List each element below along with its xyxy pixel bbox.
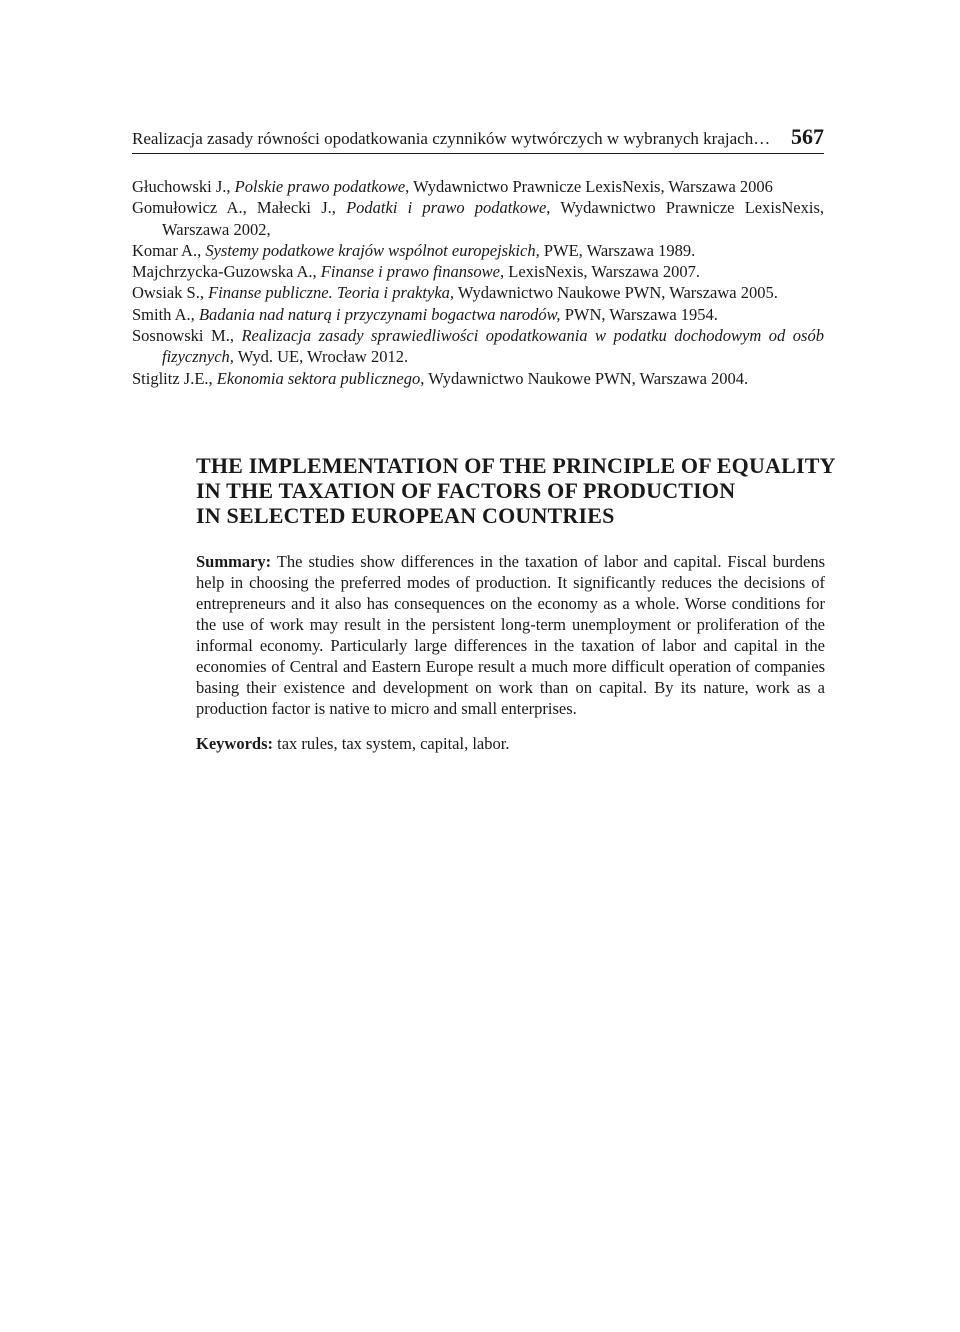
running-title: Realizacja zasady równości opodatkowania czynników wytwórczych w wybranych krajach… [132,129,771,148]
reference-details: , Wydawnictwo Prawnicze LexisNexis, Warszawa 2002, [162,198,824,239]
reference-author: Majchrzycka-Guzowska A., [132,262,321,282]
reference-title: Realizacja zasady sprawiedliwości opodatkowania w podatku dochodowym od osób fizycznych, [162,326,824,367]
reference-details: Wyd. UE, Wrocław 2012. [233,347,409,367]
english-summary [196,453,836,754]
reference-title: Systemy podatkowe krajów wspólnot europejskich, [205,240,540,260]
reference-item [132,261,824,282]
summary-label: Summary: [196,552,272,571]
keywords-paragraph [196,733,825,754]
keywords-label: Keywords: [196,734,273,753]
paper-title [196,453,836,528]
reference-title: Finanse publiczne. Teoria i praktyka, [208,283,455,303]
paper-title-line: IN SELECTED EUROPEAN COUNTRIES [196,503,615,528]
reference-author: Stiglitz J.E., [132,368,217,388]
reference-item [132,197,824,240]
reference-details: PWN, Warszawa 1954. [560,304,718,324]
reference-item [132,176,824,197]
reference-details: PWE, Warszawa 1989. [539,240,696,260]
reference-author: Sosnowski M., [132,326,242,346]
summary-paragraph [196,551,825,719]
reference-item [132,325,824,368]
reference-title: Polskie prawo podatkowe [234,177,406,196]
reference-item [132,282,824,303]
reference-details: , Wydawnictwo Naukowe PWN, Warszawa 2004. [420,368,749,388]
reference-title: Podatki i prawo podatkowe [346,198,547,218]
reference-details: , Wydawnictwo Prawnicze LexisNexis, Warszawa 2006 [405,177,773,196]
reference-details: Wydawnictwo Naukowe PWN, Warszawa 2005. [454,283,778,303]
reference-title: Finanse i prawo finansowe, [320,262,505,282]
keywords-text: tax rules, tax system, capital, labor. [277,734,510,753]
summary-text: The studies show differences in the taxation of labor and capital. Fiscal burdens help in choosing the preferred modes of production. It significantly reduces the decisions of entrepreneurs and it also has consequences on the economy as a whole. Worse conditions for the use of work may result in the persistent long-term unemployment or proliferation of the informal economy. Particularly large differences in the taxation of labor and capital in the economies of Central and Eastern Europe result a much more difficult operation of companies basing their existence and development on work than on capital. By its nature, work as a production factor is native to micro and small enterprises. [196,552,826,718]
reference-item [132,368,824,389]
reference-author: Głuchowski J., [132,177,235,196]
reference-author: Komar A., [132,240,206,260]
references-list [132,176,824,389]
reference-title: Badania nad naturą i przyczynami bogactwa narodów, [198,304,561,324]
paper-title-line: THE IMPLEMENTATION OF THE PRINCIPLE OF EQUALITY [196,453,836,478]
reference-item [132,240,824,261]
reference-author: Gomułowicz A., Małecki J., [132,198,347,218]
page-number: 567 [791,124,824,149]
reference-author: Owsiak S., [132,283,209,303]
reference-details: LexisNexis, Warszawa 2007. [504,262,700,282]
running-header [132,124,824,154]
reference-item [132,304,824,325]
reference-title: Ekonomia sektora publicznego [216,368,421,388]
paper-title-line: IN THE TAXATION OF FACTORS OF PRODUCTION [196,478,736,503]
reference-author: Smith A., [132,304,199,324]
